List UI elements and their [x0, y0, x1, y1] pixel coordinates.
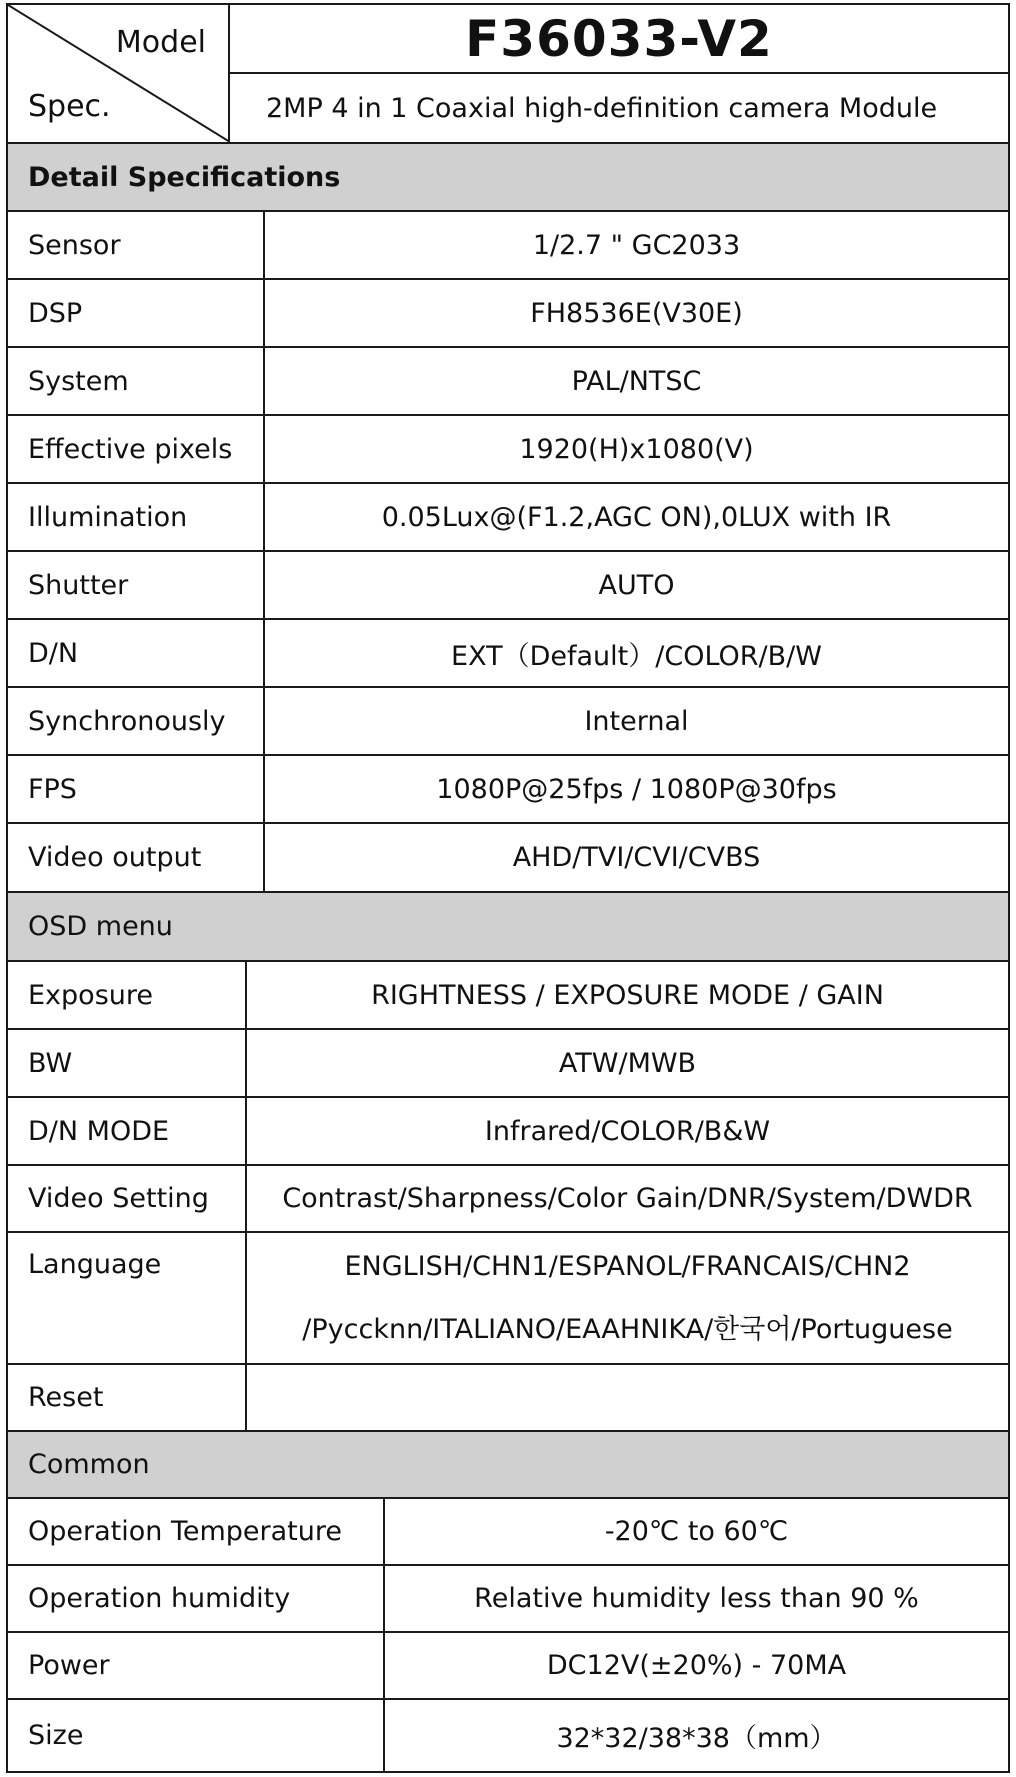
row-label: Language: [8, 1233, 247, 1363]
row-label: Operation humidity: [8, 1566, 385, 1631]
table-row: [8, 1499, 1008, 1566]
table-row: [8, 416, 1008, 484]
section-osd-menu: [8, 893, 1008, 962]
table-row: [8, 1700, 1008, 1771]
section-title: Common: [28, 1449, 150, 1480]
table-row: [8, 1166, 1008, 1233]
model-number: F36033-V2: [230, 5, 1008, 74]
row-label: System: [8, 348, 265, 414]
table-row: [8, 1633, 1008, 1700]
language-list-line-1: ENGLISH/CHN1/ESPANOL/FRANCAIS/CHN2: [344, 1251, 911, 1282]
table-row: [8, 1566, 1008, 1633]
row-label: Illumination: [8, 484, 265, 550]
row-label: D/N MODE: [8, 1098, 247, 1164]
table-row: [8, 688, 1008, 756]
table-row: [8, 348, 1008, 416]
row-label: Reset: [8, 1365, 247, 1430]
row-value: ATW/MWB: [558, 1047, 697, 1079]
table-row: [8, 1233, 1008, 1365]
table-row: [8, 962, 1008, 1030]
row-label: Sensor: [8, 212, 265, 278]
model-spec-corner: [8, 5, 230, 142]
row-label: BW: [8, 1030, 247, 1096]
header-row: [8, 5, 1008, 144]
row-label: FPS: [8, 756, 265, 822]
row-label: Exposure: [8, 962, 247, 1028]
row-value: RIGHTNESS / EXPOSURE MODE / GAIN: [371, 979, 884, 1011]
row-label: Effective pixels: [8, 416, 265, 482]
language-value: [247, 1233, 1008, 1363]
table-row: [8, 212, 1008, 280]
row-value: -20℃ to 60℃: [604, 1516, 789, 1547]
table-row: [8, 1365, 1008, 1432]
row-label: Video Setting: [8, 1166, 247, 1231]
row-value: 1920(H)x1080(V): [519, 433, 754, 465]
table-row: [8, 280, 1008, 348]
row-value: PAL/NTSC: [571, 365, 702, 397]
row-label: Power: [8, 1633, 385, 1698]
row-value: AUTO: [598, 569, 675, 601]
row-value: Infrared/COLOR/B&W: [484, 1115, 771, 1147]
spec-sheet: [6, 3, 1010, 1773]
row-label: Synchronously: [8, 688, 265, 754]
row-label: DSP: [8, 280, 265, 346]
row-label: Video output: [8, 824, 265, 891]
language-list-line-2: /Pyccknn/ITALIANO/EAAHNIKA/한국어/Portuguese: [302, 1314, 953, 1345]
row-label: Size: [8, 1700, 385, 1771]
table-row: [8, 1098, 1008, 1166]
row-value: DC12V(±20%) - 70MA: [546, 1650, 847, 1681]
section-common: [8, 1432, 1008, 1499]
row-value: 1080P@25fps / 1080P@30fps: [436, 773, 837, 805]
row-label: Operation Temperature: [8, 1499, 385, 1564]
table-row: [8, 824, 1008, 893]
table-row: [8, 620, 1008, 688]
model-description: 2MP 4 in 1 Coaxial high-definition camera Module: [266, 92, 938, 124]
row-value: 0.05Lux@(F1.2,AGC ON),0LUX with IR: [381, 501, 892, 533]
row-value: Contrast/Sharpness/Color Gain/DNR/System/DWDR: [282, 1183, 973, 1214]
section-title: OSD menu: [28, 911, 173, 942]
row-value: 32*32/38*38（mm）: [556, 1723, 837, 1754]
row-value: FH8536E(V30E): [530, 297, 743, 329]
row-value: AHD/TVI/CVI/CVBS: [512, 842, 761, 873]
table-row: [8, 552, 1008, 620]
spec-label: Spec.: [28, 89, 111, 124]
table-row: [8, 1030, 1008, 1098]
row-label: D/N: [8, 620, 265, 686]
section-title: Detail Specifications: [28, 161, 341, 193]
row-label: Shutter: [8, 552, 265, 618]
row-value: Internal: [584, 705, 689, 737]
row-value: EXT（Default）/COLOR/B/W: [451, 640, 822, 672]
section-detail-specifications: [8, 144, 1008, 212]
row-value: [247, 1365, 1008, 1430]
table-row: [8, 484, 1008, 552]
table-row: [8, 756, 1008, 824]
row-value: 1/2.7 " GC2033: [532, 229, 741, 261]
model-label: Model: [115, 25, 206, 60]
row-value: Relative humidity less than 90 %: [474, 1583, 919, 1614]
